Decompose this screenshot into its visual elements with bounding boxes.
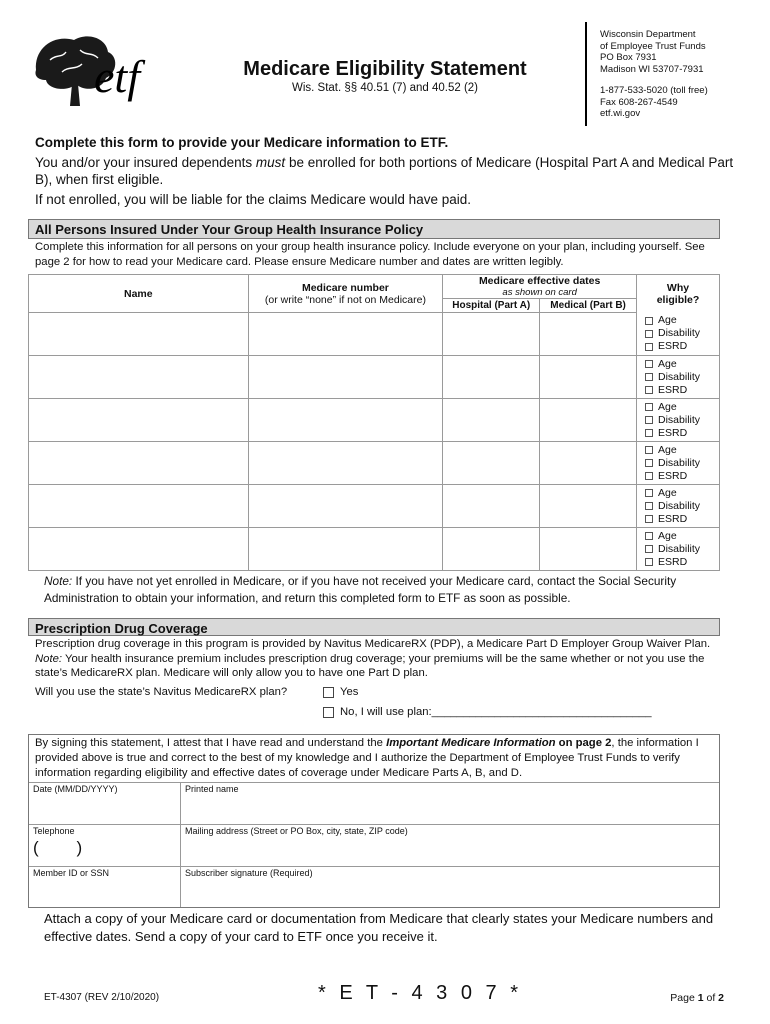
part-b-date-field[interactable] — [540, 399, 637, 442]
page-number: Page 1 of 2 — [670, 992, 724, 1004]
age-checkbox[interactable] — [645, 532, 653, 540]
esrd-checkbox[interactable] — [645, 558, 653, 566]
name-field[interactable] — [29, 528, 249, 571]
name-field[interactable] — [29, 313, 249, 356]
esrd-checkbox[interactable] — [645, 386, 653, 394]
part-a-date-field[interactable] — [443, 313, 540, 356]
medicarerx-no-option[interactable]: No, I will use plan:___________________________________ — [323, 706, 652, 718]
medicare-number-field[interactable] — [248, 399, 443, 442]
disability-checkbox[interactable] — [645, 416, 653, 424]
agency-address: Wisconsin Department of Employee Trust Funds PO Box 7931 Madison WI 53707-7931 — [600, 29, 706, 75]
page-title: Medicare Eligibility Statement — [243, 58, 527, 80]
age-checkbox[interactable] — [645, 317, 653, 325]
age-checkbox[interactable] — [645, 446, 653, 454]
part-a-date-field[interactable] — [443, 356, 540, 399]
col-effective-dates: Medicare effective dates as shown on card — [443, 275, 637, 299]
name-field[interactable] — [29, 485, 249, 528]
printed-name-field[interactable]: Printed name — [181, 782, 719, 824]
esrd-checkbox[interactable] — [645, 429, 653, 437]
table-row: Age Disability ESRD — [29, 528, 720, 571]
col-part-a: Hospital (Part A) — [443, 299, 540, 313]
name-field[interactable] — [29, 399, 249, 442]
svg-text:etf: etf — [94, 51, 140, 102]
part-b-date-field[interactable] — [540, 442, 637, 485]
part-b-date-field[interactable] — [540, 313, 637, 356]
col-name: Name — [29, 275, 249, 313]
part-a-date-field[interactable] — [443, 528, 540, 571]
table-row: Age Disability ESRD — [29, 442, 720, 485]
attestation-text: By signing this statement, I attest that I have read and understand the Important Medicare Information on page 2, the information I provided above is true and correct to the best of my knowledge and I authorize the Department of Employee Trust Funds to verify information regarding eligibility and effective dates of coverage under Medicare Parts A, B, and D. — [35, 737, 699, 779]
col-why-eligible: Why eligible? — [637, 275, 720, 313]
table-row: Age Disability ESRD — [29, 356, 720, 399]
medicarerx-yes-option[interactable]: Yes — [323, 686, 358, 698]
section-insured-instructions: Complete this information for all persons on your group health insurance policy. Include everyone on your plan, including yourself. See page 2 for how to read your Medicare card. Please ensure Medicare number and dates are written legibly. — [35, 241, 705, 268]
table-row: Age Disability ESRD — [29, 399, 720, 442]
agency-contact: 1-877-533-5020 (toll free) Fax 608-267-4549 etf.wi.gov — [600, 85, 708, 119]
medicare-number-field[interactable] — [248, 313, 443, 356]
age-checkbox[interactable] — [645, 489, 653, 497]
name-field[interactable] — [29, 442, 249, 485]
enrollment-note: Note: If you have not yet enrolled in Medicare, or if you have not received your Medicare card, contact the Social Security Administration to obtain your information, and return this completed form to ETF as soon as possible. — [44, 574, 677, 605]
medicare-number-field[interactable] — [248, 356, 443, 399]
date-field[interactable]: Date (MM/DD/YYYY) — [29, 782, 181, 824]
part-a-date-field[interactable] — [443, 442, 540, 485]
esrd-checkbox[interactable] — [645, 343, 653, 351]
part-b-date-field[interactable] — [540, 485, 637, 528]
section-drug-heading: Prescription Drug Coverage — [28, 618, 720, 636]
table-row: Age Disability ESRD — [29, 313, 720, 356]
section-insured-heading: All Persons Insured Under Your Group Health Insurance Policy — [28, 219, 720, 239]
disability-checkbox[interactable] — [645, 459, 653, 467]
medicarerx-question: Will you use the state’s Navitus MedicareRX plan? — [35, 686, 288, 698]
disability-checkbox[interactable] — [645, 502, 653, 510]
no-checkbox[interactable] — [323, 707, 334, 718]
medicare-number-field[interactable] — [248, 442, 443, 485]
section-drug-text: Prescription drug coverage in this program is provided by Navitus MedicareRX (PDP), a Medicare Part D Employer Group Waiver Plan. Note: Your health insurance premium includes prescription drug coverage; your premiums will be the same whether or not you use the state’s MedicareRX plan. Medicare will only allow you to have one Part D plan. — [35, 638, 711, 679]
subscriber-signature-field[interactable]: Subscriber signature (Required) — [181, 866, 719, 907]
esrd-checkbox[interactable] — [645, 515, 653, 523]
etf-logo — [32, 30, 182, 112]
medicare-number-field[interactable] — [248, 485, 443, 528]
name-field[interactable] — [29, 356, 249, 399]
medicare-number-field[interactable] — [248, 528, 443, 571]
member-id-field[interactable]: Member ID or SSN — [29, 866, 181, 907]
part-a-date-field[interactable] — [443, 399, 540, 442]
col-part-b: Medical (Part B) — [540, 299, 637, 313]
part-b-date-field[interactable] — [540, 356, 637, 399]
age-checkbox[interactable] — [645, 360, 653, 368]
disability-checkbox[interactable] — [645, 330, 653, 338]
col-medicare-number: Medicare number (or write “none” if not on Medicare) — [248, 275, 443, 313]
form-id: ET-4307 (REV 2/10/2020) — [44, 992, 160, 1003]
table-row: Age Disability ESRD — [29, 485, 720, 528]
form-barcode: * E T - 4 3 0 7 * — [317, 982, 522, 1004]
disability-checkbox[interactable] — [645, 545, 653, 553]
insured-persons-table — [28, 274, 720, 571]
telephone-field[interactable]: Telephone ( ) — [29, 824, 181, 866]
intro-text: Complete this form to provide your Medicare information to ETF. You and/or your insured dependents must be enrolled for both portions of Medicare (Hospital Part A and Medical Part B), when first eligible. If not enrolled, you will be liable for the claims Medicare would have paid. — [35, 135, 734, 207]
statute-reference: Wis. Stat. §§ 40.51 (7) and 40.52 (2) — [291, 82, 479, 94]
part-a-date-field[interactable] — [443, 485, 540, 528]
header-divider — [585, 22, 587, 126]
mailing-address-field[interactable]: Mailing address (Street or PO Box, city, state, ZIP code) — [181, 824, 719, 866]
age-checkbox[interactable] — [645, 403, 653, 411]
attach-card-note: Attach a copy of your Medicare card or documentation from Medicare that clearly states your Medicare numbers and effective dates. Send a copy of your card to ETF once you receive it. — [44, 911, 714, 944]
disability-checkbox[interactable] — [645, 373, 653, 381]
part-b-date-field[interactable] — [540, 528, 637, 571]
yes-checkbox[interactable] — [323, 687, 334, 698]
esrd-checkbox[interactable] — [645, 472, 653, 480]
